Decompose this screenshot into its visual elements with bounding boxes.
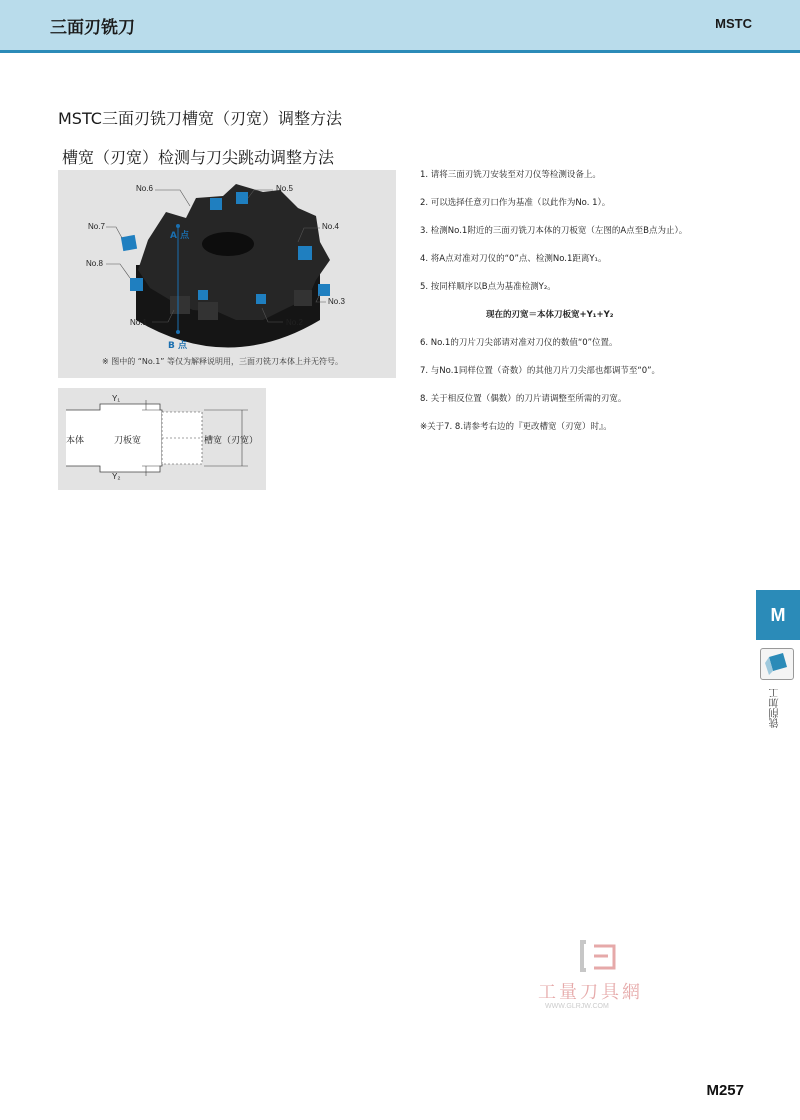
- label-no1: No.1: [130, 318, 147, 327]
- label-no8: No.8: [86, 259, 103, 268]
- step-6: 6. No.1的刀片刀尖部请对准对刀仪的数值“0”位置。: [420, 338, 618, 348]
- section-tab-m[interactable]: M: [756, 590, 800, 640]
- step-2: 2. 可以选择任意刃口作为基准（以此作为No. 1）。: [420, 198, 611, 208]
- page-number: M257: [706, 1082, 744, 1099]
- point-a-label: A 点: [170, 231, 190, 241]
- cutter-illustration-panel: [58, 170, 396, 378]
- schematic-y2-label: Y₂: [112, 472, 121, 481]
- point-b-label: B 点: [168, 341, 187, 351]
- header-divider: [0, 50, 800, 53]
- cutter-illustration: [58, 170, 396, 378]
- product-code: MSTC: [715, 16, 752, 31]
- step-3: 3. 检测No.1附近的三面刃铣刀本体的刀板宽（左图的A点至B点为止）。: [420, 226, 688, 236]
- label-no6: No.6: [136, 184, 153, 193]
- schematic-plate-label: 刀板宽: [114, 435, 142, 445]
- label-no2: No.2: [286, 318, 303, 327]
- page-header: [0, 0, 800, 50]
- width-formula: 现在的刃宽＝本体刀板宽+Y₁+Y₂: [486, 310, 614, 320]
- step-1: 1. 请将三面刃铣刀安装至对刀仪等检测设备上。: [420, 170, 601, 180]
- illustration-note: ※ 图中的 “No.1” 等仅为解释说明用，三面刃铣刀本体上并无符号。: [102, 357, 343, 366]
- step-7: 7. 与No.1同样位置（奇数）的其他刀片刀尖部也都调节至“0”。: [420, 366, 661, 376]
- label-no5: No.5: [276, 184, 293, 193]
- section-tab-label: 铣削加工: [770, 688, 781, 728]
- section-heading: MSTC三面刃铣刀槽宽（刃宽）调整方法: [58, 109, 342, 128]
- label-no7: No.7: [88, 222, 105, 231]
- slot-width-schematic-panel: [58, 388, 266, 490]
- step-5: 5. 按同样顺序以B点为基准检测Y₂。: [420, 282, 556, 292]
- label-no3: No.3: [328, 297, 345, 306]
- page-title: 三面刃铣刀: [50, 18, 135, 38]
- label-no4: No.4: [322, 222, 339, 231]
- watermark-text: 工量刀具網: [538, 982, 643, 1003]
- milling-insert-icon: [760, 648, 794, 680]
- subsection-heading: 槽宽（刃宽）检测与刀尖跳动调整方法: [62, 148, 335, 167]
- step-8: 8. 关于相反位置（偶数）的刀片请调整至所需的刃宽。: [420, 394, 627, 404]
- watermark-url: WWW.GLRJW.COM: [545, 1003, 609, 1010]
- step-note: ※关于7. 8.请参考右边的『更改槽宽（刃宽）时』。: [420, 422, 612, 432]
- schematic-slot-label: 槽宽（刃宽）: [204, 435, 259, 445]
- step-4: 4. 将A点对准对刀仪的“0”点、检测No.1距离Y₁。: [420, 254, 607, 264]
- schematic-body-label: 本体: [66, 435, 85, 445]
- schematic-y1-label: Y₁: [112, 394, 121, 403]
